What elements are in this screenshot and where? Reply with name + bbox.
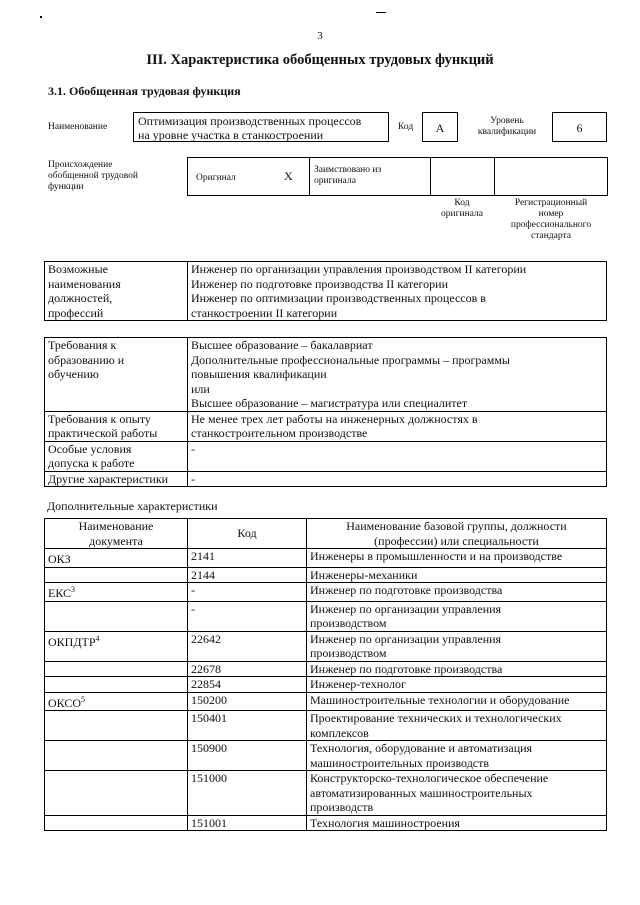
reg-number-line1: Регистрационный <box>514 198 588 208</box>
name-cell <box>307 815 607 831</box>
doc-cell <box>45 567 188 583</box>
req-value-line: - <box>191 441 195 456</box>
doc-name: ЕКС <box>48 586 72 600</box>
name-line: Машиностроительные технологии и оборудование <box>310 692 570 707</box>
position-line: Инженер по организации управления производством II категории <box>191 262 527 276</box>
level-label <box>462 116 552 138</box>
header-name-line1: Наименование базовой группы, должности <box>346 519 567 533</box>
section-title: III. Характеристика обобщенных трудовых функций <box>146 52 494 68</box>
header-name-line2: (профессии) или специальности <box>374 533 539 548</box>
code-label: Код <box>398 122 414 132</box>
origin-label-line3: функции <box>48 182 84 192</box>
code-cell: 2144 <box>188 567 307 583</box>
scan-mark-left <box>40 16 42 18</box>
subsection-title: 3.1. Обобщенная трудовая функция <box>48 84 241 98</box>
table-row <box>45 711 607 741</box>
doc-name: ОКЗ <box>48 552 71 566</box>
table-row <box>45 631 607 661</box>
name-cell <box>307 567 607 583</box>
req-value-line: Дополнительные профессиональные программы – программы <box>191 352 510 367</box>
name-line: производств <box>310 800 374 814</box>
borrowed-label-line2: оригинала <box>314 176 356 186</box>
table-row <box>45 692 607 711</box>
name-line: Технология, оборудование и автоматизация <box>310 741 533 755</box>
table-row <box>45 549 607 568</box>
origin-table <box>187 157 608 196</box>
code-cell: - <box>188 601 307 631</box>
name-line: Инженер по организации управления <box>310 631 502 646</box>
level-value-box <box>552 112 607 142</box>
table-row <box>45 583 607 602</box>
doc-cell <box>45 601 188 631</box>
name-cell <box>307 583 607 602</box>
table-row <box>45 661 607 677</box>
origin-divider-1 <box>309 157 310 196</box>
req-label-line: практической работы <box>48 426 158 440</box>
req-experience-value <box>188 411 607 441</box>
req-value-line: станкостроительном производстве <box>191 426 368 440</box>
footnote-ref: 3 <box>71 585 76 594</box>
positions-label-line: наименования <box>48 276 121 291</box>
doc-name: ОКПДТР <box>48 634 96 649</box>
name-cell <box>307 677 607 693</box>
code-value-box <box>422 112 458 142</box>
doc-name: ОКСО <box>48 695 82 710</box>
borrowed-label-line1: Заимствовано из <box>314 165 382 175</box>
name-cell <box>307 771 607 816</box>
code-original-line1: Код <box>454 198 470 208</box>
doc-cell <box>45 692 188 711</box>
positions-table <box>44 261 607 321</box>
doc-cell <box>45 815 188 831</box>
name-cell <box>307 661 607 677</box>
req-label-line: Другие характеристики <box>48 471 169 486</box>
name-cell <box>307 631 607 661</box>
positions-label-line: профессий <box>48 305 104 320</box>
borrowed-label <box>314 165 381 187</box>
name-cell <box>307 601 607 631</box>
name-line: Технология машиностроения <box>310 815 460 830</box>
req-value-line: повышения квалификации <box>191 367 327 381</box>
code-cell: 150200 <box>188 692 307 711</box>
name-line: автоматизированных машиностроительных <box>310 785 533 800</box>
position-line: Инженер по оптимизации производственных процессов в <box>191 291 486 305</box>
header-doc-line1: Наименование <box>78 519 154 533</box>
req-other-label <box>45 471 188 487</box>
original-mark: X <box>284 169 293 183</box>
code-cell: - <box>188 583 307 602</box>
reg-number-line2: номер <box>538 209 564 219</box>
doc-cell <box>45 771 188 816</box>
doc-cell <box>45 677 188 693</box>
positions-label-line: Возможные <box>48 262 108 276</box>
table-row <box>45 771 607 816</box>
position-line: станкостроении II категории <box>191 305 338 320</box>
origin-label-line2: обобщенной трудовой <box>48 171 138 181</box>
doc-cell <box>45 741 188 771</box>
req-experience-row <box>45 411 607 441</box>
name-line: производством <box>310 646 387 660</box>
level-label-line2: квалификации <box>477 127 537 137</box>
code-original-label <box>430 198 494 220</box>
name-line: Инженеры в промышленности и на производстве <box>310 549 563 563</box>
origin-divider-3 <box>494 157 495 196</box>
req-label-line: образованию и <box>48 352 125 367</box>
name-value-box <box>133 112 389 142</box>
name-cell <box>307 711 607 741</box>
name-line: Инженер по подготовке производства <box>310 583 503 597</box>
table-row <box>45 677 607 693</box>
footnote-ref: 4 <box>95 633 100 643</box>
original-label: Оригинал <box>196 173 236 183</box>
code-cell: 151000 <box>188 771 307 816</box>
code-value: А <box>435 121 445 135</box>
name-cell <box>307 741 607 771</box>
table-row <box>45 741 607 771</box>
req-value-line: или <box>191 381 210 396</box>
positions-value-cell <box>188 262 607 321</box>
additional-table <box>44 518 607 831</box>
name-line: Инженер по организации управления <box>310 601 502 616</box>
doc-cell <box>45 583 188 602</box>
name-line: машиностроительных производств <box>310 755 490 770</box>
req-label-line: Требования к опыту <box>48 411 151 426</box>
name-value-line2: на уровне участка в станкостроении <box>138 128 324 142</box>
req-education-row <box>45 338 607 412</box>
req-label-line: обучению <box>48 367 99 381</box>
origin-label <box>48 160 138 193</box>
positions-row <box>45 262 607 321</box>
additional-rows <box>45 549 607 831</box>
code-cell: 150900 <box>188 741 307 771</box>
reg-number-label <box>494 198 608 242</box>
scan-mark-top <box>376 12 386 13</box>
requirements-table <box>44 337 607 487</box>
reg-number-line4: стандарта <box>531 231 571 241</box>
req-label-line: допуска к работе <box>48 456 135 470</box>
doc-cell <box>45 631 188 661</box>
page-number: 3 <box>317 30 323 42</box>
positions-label-cell <box>45 262 188 321</box>
header-doc-line2: документа <box>89 533 143 548</box>
footnote-ref: 5 <box>81 694 86 704</box>
req-experience-label <box>45 411 188 441</box>
req-label-line: Требования к <box>48 338 117 352</box>
header-code-text: Код <box>237 526 257 541</box>
header-code <box>188 519 307 549</box>
additional-header-row <box>45 519 607 549</box>
header-doc <box>45 519 188 549</box>
code-original-line2: оригинала <box>441 209 483 219</box>
name-cell <box>307 692 607 711</box>
code-cell: 22854 <box>188 677 307 693</box>
req-value-line: Высшее образование – магистратура или специалитет <box>191 396 468 410</box>
req-other-row <box>45 471 607 487</box>
req-value-line: Не менее трех лет работы на инженерных должностях в <box>191 411 478 426</box>
doc-cell <box>45 661 188 677</box>
code-cell: 151001 <box>188 815 307 831</box>
req-value-line: - <box>191 471 195 486</box>
level-label-line1: Уровень <box>490 116 524 126</box>
name-line: Инженеры-механики <box>310 567 418 582</box>
level-value: 6 <box>576 121 583 135</box>
table-row <box>45 567 607 583</box>
name-line: Конструкторско-технологическое обеспечение <box>310 771 549 785</box>
positions-label-line: должностей, <box>48 291 113 305</box>
req-value-line: Высшее образование – бакалавриат <box>191 338 373 352</box>
additional-title: Дополнительные характеристики <box>47 499 218 513</box>
req-conditions-label <box>45 441 188 471</box>
name-line: Инженер по подготовке производства <box>310 661 503 676</box>
reg-number-line3: профессионального <box>510 220 592 230</box>
name-cell <box>307 549 607 568</box>
req-conditions-row <box>45 441 607 471</box>
name-label: Наименование <box>48 122 108 132</box>
name-line: производством <box>310 616 387 630</box>
code-cell: 2141 <box>188 549 307 568</box>
name-value-line1: Оптимизация производственных процессов <box>138 114 362 128</box>
name-line: Инженер-технолог <box>310 677 406 691</box>
header-name <box>307 519 607 549</box>
origin-divider-2 <box>430 157 431 196</box>
name-line: комплексов <box>310 725 369 740</box>
req-other-value <box>188 471 607 487</box>
doc-cell <box>45 549 188 568</box>
position-line: Инженер по подготовке производства II категории <box>191 276 448 291</box>
code-cell: 150401 <box>188 711 307 741</box>
req-education-value <box>188 338 607 412</box>
req-education-label <box>45 338 188 412</box>
origin-label-line1: Происхождение <box>48 160 113 170</box>
req-label-line: Особые условия <box>48 441 132 456</box>
table-row <box>45 815 607 831</box>
table-row <box>45 601 607 631</box>
doc-cell <box>45 711 188 741</box>
code-cell: 22642 <box>188 631 307 661</box>
req-conditions-value <box>188 441 607 471</box>
name-line: Проектирование технических и технологических <box>310 711 562 725</box>
code-cell: 22678 <box>188 661 307 677</box>
